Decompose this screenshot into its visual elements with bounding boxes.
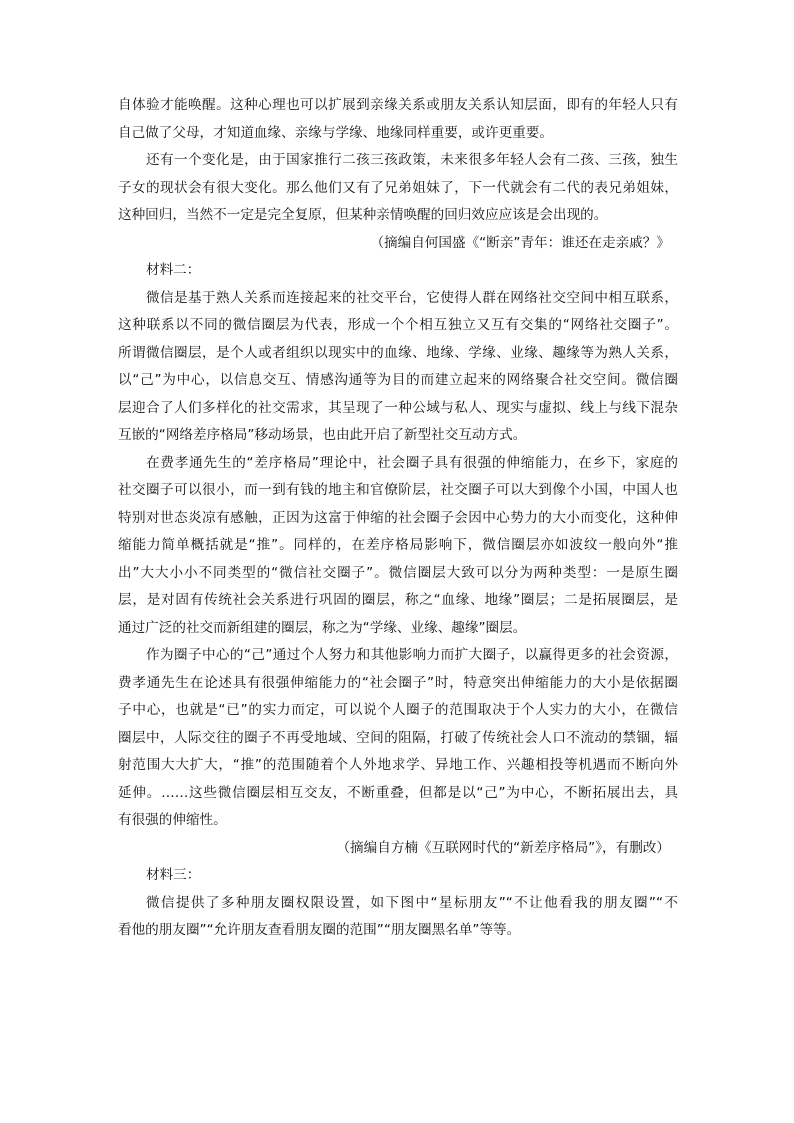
text-line: 以“己”为中心，以信息交互、情感沟通等为目的而建立起来的网络聚合社交空间。微信圈 [118,372,678,388]
source-citation: （摘编自方楠《互联网时代的“新差序格局”》，有删改） [336,839,670,856]
document-page [118,92,678,945]
text-line: 看他的朋友圈”“允许朋友查看朋友圈的范围”“朋友圈黑名单”等等。 [118,922,521,938]
section-heading: 材料三： [146,867,201,883]
text-line: 在费孝通先生的“差序格局”理论中，社会圈子具有很强的伸缩能力，在乡下，家庭的 [146,454,678,471]
text-line: 社交圈子可以很小，而一到有钱的地主和官僚阶层，社交圈子可以大到像个小国，中国人也 [118,482,678,498]
text-line: 自己做了父母，才知道血缘、亲缘与学缘、地缘同样重要，或许更重要。 [118,124,553,141]
text-line: 子女的现状会有很大变化。那么他们又有了兄弟姐妹了，下一代就会有二代的表兄弟姐妹， [118,179,678,196]
text-line: 有很强的伸缩性。 [118,812,227,828]
text-line: 费孝通先生在论述具有很强伸缩能力的“社会圈子”时，特意突出伸缩能力的大小是依据圈 [118,674,678,691]
source-citation: （摘编自何国盛《“断亲”青年：谁还在走亲戚？》 [370,234,670,251]
text-line: 微信提供了多种朋友圈权限设置，如下图中“星标朋友”“不让他看我的朋友圈”“不 [146,894,678,911]
text-line: 自体验才能唤醒。这种心理也可以扩展到亲缘关系或朋友关系认知层面，即有的年轻人只有 [118,97,678,113]
text-line: 还有一个变化是，由于国家推行二孩三孩政策，未来很多年轻人会有二孩、三孩，独生 [146,152,678,168]
text-line: 射范围大大扩大，“推”的范围随着个人外地求学、异地工作、兴趣相投等机遇而不断向外 [118,757,678,773]
text-line: 层迎合了人们多样化的社交需求，其呈现了一种公域与私人、现实与虚拟、线上与线下混杂 [118,399,678,416]
text-line: 作为圈子中心的“己”通过个人努力和其他影响力而扩大圈子，以赢得更多的社会资源， [146,647,678,663]
text-line: 微信是基于熟人关系而连接起来的社交平台，它使得人群在网络社交空间中相互联系， [146,289,678,306]
section-heading: 材料二： [146,262,201,278]
text-line: 缩能力简单概括就是“推”。同样的，在差序格局影响下，微信圈层亦如波纹一般向外“推 [118,537,678,553]
text-line: 子中心，也就是“已”的实力而定，可以说个人圈子的范围取决于个人实力的大小，在微信 [118,702,678,718]
text-line: 特别对世态炎凉有感触，正因为这富于伸缩的社会圈子会因中心势力的大小而变化，这种伸 [118,509,678,526]
text-line: 出”大大小小不同类型的“微信社交圈子”。微信圈层大致可以分为两种类型：一是原生圈 [118,564,678,581]
text-line: 层，是对固有传统社会关系进行巩固的圈层，称之“血缘、地缘”圈层；二是拓展圈层，是 [118,592,678,608]
text-line: 互嵌的“网络差序格局”移动场景，也由此开启了新型社交互动方式。 [118,427,527,443]
text-line: 通过广泛的社交而新组建的圈层，称之为“学缘、业缘、趣缘”圈层。 [118,619,527,636]
text-line: 这种回归，当然不一定是完全复原，但某种亲情唤醒的回归效应应该是会出现的。 [118,207,608,223]
text-line: 圈层中，人际交往的圈子不再受地域、空间的阻隔，打破了传统社会人口不流动的禁锢，辐 [118,729,678,746]
text-line: 延伸。……这些微信圈层相互交友，不断重叠，但都是以“己”为中心，不断拓展出去，具 [118,784,678,801]
text-line: 这种联系以不同的微信圈层为代表，形成一个个相互独立又互有交集的“网络社交圈子”。 [118,317,678,333]
text-line: 所谓微信圈层，是个人或者组织以现实中的血缘、地缘、学缘、业缘、趣缘等为熟人关系， [118,344,678,361]
